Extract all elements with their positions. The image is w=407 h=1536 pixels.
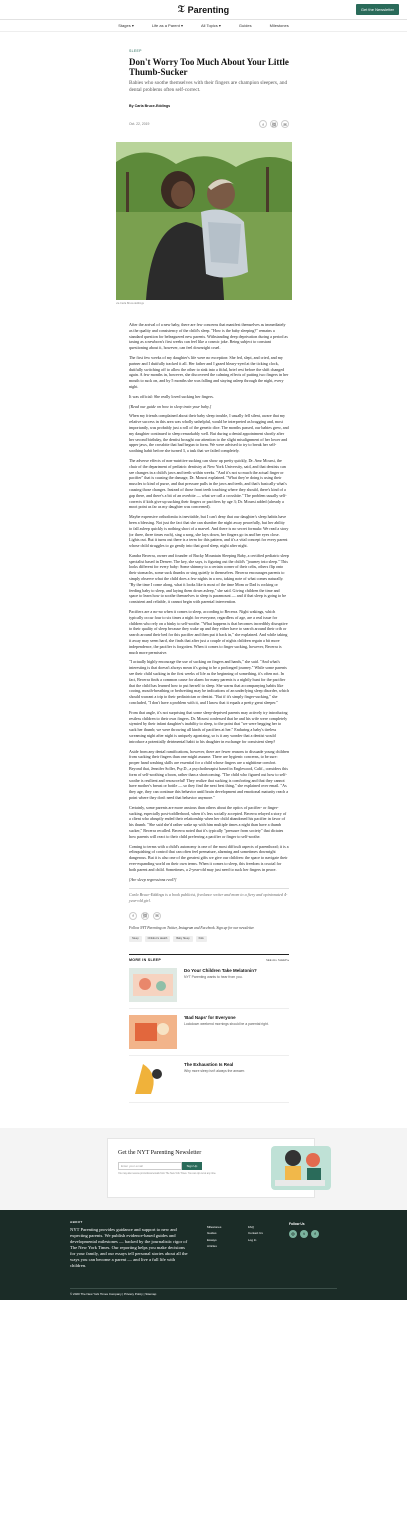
related-link-paragraph[interactable]: [Are sleep regressions real?] — [129, 876, 177, 882]
paragraph: Maybe expensive orthodontia is inevitable, but I can't deny that our daughter's sleep habits have been a blessing. Not just the fact that she can slumber the night away peacefully, but her ability to fall asleep quickly is nothing short of a marvel. And there is no secret formula: We read a story (or three, three times each), sing a song, she lays down, her fingers go in and her eyes close. Lights out. But it turns out there is a term for this pattern, and it's a vital concept for every parent whose child struggles to go gently into that good sleep, night after night. — [129, 514, 289, 549]
footer-link[interactable]: Log In — [248, 1237, 257, 1242]
newsletter-section — [0, 1128, 407, 1210]
newsletter-signup-button[interactable]: Sign Up — [182, 1162, 202, 1170]
tag[interactable]: Children's Health — [145, 936, 171, 942]
tag[interactable]: Sleep — [129, 936, 142, 942]
paragraph: When my friends complained about their baby sleep trouble, I usually fell silent, aware that my relative success in this area was wholly unhelpful, would be interpreted as bragging and, most importantly, was probably just a roll of the genetic dice. The months passed, our babies grew, and my daughter continued to sleep remarkably well. But during a dental appointment shortly after her second birthday, the dentist brought our attention to the slight misalignment of her lower and upper jaws, the crossbite that had begun to form. We were advised to try to break her self-soothing habit before she turned 3, a task that we failed completely. — [129, 413, 289, 454]
more-heading: MORE IN SLEEP — [129, 957, 162, 962]
related-thumbnail — [129, 1015, 177, 1049]
tag-list — [129, 936, 289, 942]
brand-logo[interactable] — [178, 4, 229, 15]
tag[interactable]: Kids — [196, 936, 207, 942]
related-desc: Lockdown weekend mornings should be a parental right. — [184, 1021, 269, 1026]
tag[interactable]: Baby Sleep — [173, 936, 192, 942]
section-kicker[interactable]: SLEEP — [129, 49, 142, 53]
article-body — [129, 322, 289, 1103]
nav-stages[interactable]: Stages ▾ — [118, 23, 134, 28]
related-article[interactable] — [129, 1062, 289, 1103]
email-share-icon[interactable]: ✉ — [153, 912, 161, 920]
instagram-icon[interactable]: ◎ — [289, 1230, 297, 1238]
footer-link[interactable]: Articles — [207, 1244, 217, 1249]
email-share-icon[interactable]: ✉ — [281, 120, 289, 128]
brand-name: Parenting — [187, 4, 230, 15]
paragraph: The adverse effects of non-nutritive sucking can show up pretty quickly, Dr. Amr Moursi, the chair of the department of pediatric dentistry at New York University, said, and that dentists can see changes in a child's jaws and teeth within weeks. "And it's not so much the actual finger or pacifier" that is causing the damage, Dr. Moursi explained. "What they're doing is using their muscles to kind of purse, and that pressure pulls in the jaws and teeth, and that's basically what's causing those changes. Instead of those front teeth touching where they should, there's kind of a gap there, and there's a bit of an overbite — what we call a crossbite." The problem usually self-corrects if kids give up sucking their fingers or pacifiers by age 3; Dr. Moursi added (already a moot point as far as my daughter was concerned). — [129, 457, 287, 510]
paragraph: Kandra Becerra, owner and founder of Bucky Mountain Sleeping Baby, a certified pediatric sleep specialist based in Denver. The key, she says, is figuring out the child's "journey into sleep." This looks different for every baby: Some shimmy to a certain corner of their cribs, others flip onto their stomachs, some suck thumbs or sing quietly to themselves. Becerra encourages parents to simply observe what the child does a few nights in a row, taking note of what comes naturally. "By the time I come along, what it looks like is most of the time Mom or Dad is rocking or feeding baby to sleep, and laying them down asleep," she said. Giving children the time and space to learn how to soothe themselves to sleep is paramount — and if that sleep is going to be consistent and reliable, it cannot begin with parental intervention. — [129, 552, 289, 605]
site-footer — [0, 1210, 407, 1300]
footer-links-1 — [207, 1224, 221, 1250]
nyt-logo-icon: 𝔗 — [177, 4, 185, 15]
newsletter-title: Get the NYT Parenting Newsletter — [118, 1149, 202, 1156]
newsletter-fine-print: You may also receive promotional emails from The New York Times. You can opt out at any time. — [118, 1172, 217, 1175]
facebook-icon[interactable]: f — [311, 1230, 319, 1238]
article-title: Don't Worry Too Much About Your Little Thumb-Sucker — [129, 57, 289, 77]
footer-links-2 — [248, 1224, 263, 1244]
get-newsletter-button[interactable]: Get the Newsletter — [356, 4, 399, 15]
paragraph: It was official: She really loved sucking her fingers. — [129, 393, 214, 399]
article-dek: Babies who soothe themselves with their fingers are champion sleepers, and dental problems often self-correct. — [129, 80, 288, 93]
paragraph: After the arrival of a new baby, there are few concerns that manifest themselves as immediately as the quality and consistency of the child's sleep. "How is the baby sleeping?" remains a standard question for beleaguered new parents. Withstanding deep deprivation during a period as taxing as a newborn's first weeks can feel like a cosmic joke. Being subject to constant questioning about it, however, can feel downright cruel. — [129, 322, 288, 351]
related-article[interactable] — [129, 968, 289, 1009]
social-icons — [289, 1230, 319, 1238]
paragraph: Pacifiers are a no-no when it comes to sleep, according to Becerra. Night wakings, which typically occur four to six times a night for everyone, regardless of age, are a real issue for children who rely on a binky to self-soothe. "What happens is that becomes incredibly disruptive to their quality of sleep because they wake up and they either have to search around their crib or search around their bed for this pacifier and then put it back in," she explained. And while taking it away may seem hard, she finds that after just a couple of nights children regain a bit more independence, the pacifier is forgotten. When it comes to finger sucking, however, Becerra is much more permissive. — [129, 609, 288, 655]
footer-copyright: © 2020 The New York Times Company | Privacy Policy | Sitemap — [70, 1291, 157, 1296]
byline: By Carla Bruce-Eddings — [129, 104, 171, 108]
follow-line[interactable]: Follow NYT Parenting on Twitter, Instagram and Facebook. Sign up for our newsletter. — [129, 925, 255, 930]
footer-about-heading: ABOUT — [70, 1219, 83, 1224]
related-desc: NYT Parenting wants to hear from you. — [184, 974, 243, 979]
author-bio: Carla Bruce-Eddings is a book publicist, freelance writer and mom to a fiery and opinionated 4-year-old girl. — [129, 888, 289, 904]
paragraph: "I actually highly encourage the use of sucking on fingers and hands," she said. "And what's interesting is that doesn't always mean it's going to be a prolonged journey." While some parents see their child sucking in the first weeks of life as the beginning of something, it's often not. In fact, Becerra finds a common cause for alarm for many parents is a nightly hunt for the pacifier that the child has learned how to put herself to sleep. She warns that accompanying habits like cooing, mouth-breathing or bedwetting may be indications of an underlying sleep disorder, which should warrant a trip to their pediatrician or dentist. "But if it's simply finger-sucking," she concluded, "I don't have a problem with it, and I know that it equals a pretty great sleeper." — [129, 659, 289, 706]
facebook-share-icon[interactable]: f — [259, 120, 267, 128]
more-in-section-header — [129, 954, 289, 962]
nav-guides[interactable]: Guides — [238, 23, 252, 28]
related-thumbnail — [129, 1062, 177, 1096]
main-nav — [0, 20, 407, 32]
related-title[interactable]: 'Bad Naps' for Everyone — [184, 1014, 236, 1020]
facebook-share-icon[interactable]: f — [129, 912, 137, 920]
hero-photo — [116, 142, 292, 300]
footer-link[interactable]: Guides — [207, 1231, 217, 1236]
newsletter-email-input[interactable]: Enter your email — [118, 1162, 182, 1170]
related-thumbnail — [129, 968, 177, 1002]
see-all-link[interactable]: SEE ALL SLEEP ▸ — [265, 957, 289, 962]
photo-credit: via Carla Bruce-Eddings — [116, 302, 144, 305]
related-title[interactable]: Do Your Children Take Melatonin? — [184, 967, 257, 973]
nav-all-topics[interactable]: All Topics ▾ — [200, 23, 221, 28]
paragraph: Coming to terms with a child's autonomy is one of the most difficult aspects of parenthood; it is a relinquishing of control that can often feel premature, alarming and sometimes downright dangerous. But it is also one of the greatest gifts we give our children: the space to navigate their ever-expanding world on their own terms. When it comes to sleep, this freedom is crucial for both parent and child. Sometimes, a 2-year-old may just need to suck her fingers in peace. — [129, 843, 289, 872]
related-desc: Why more sleep isn't always the answer. — [184, 1068, 245, 1073]
link-share-icon[interactable]: ⛓ — [142, 913, 148, 919]
footer-about-text: NYT Parenting provides guidance and support to new and expecting parents. We publish evidence-based guides and developmental milestones — backed by the journalistic rigor of The New York Times. Our reporting helps you make decisions for your family, and our essays tell personal stories about all the ways you can become a parent — and live a full life with children. — [70, 1226, 188, 1268]
footer-divider — [70, 1288, 337, 1289]
nav-milestones[interactable]: Milestones — [269, 23, 289, 28]
footer-follow-heading: Follow Us — [289, 1221, 305, 1226]
footer-link[interactable]: Milestones — [207, 1224, 222, 1229]
twitter-icon[interactable]: t — [300, 1230, 308, 1238]
paragraph: From that angle, it's not surprising that some sleep-deprived parents may actively try introducing restless children to their own fingers. Dr. Moursi confessed that he and his wife were completely stymied by their infant daughter's inability to sleep, to the point that "we were begging her to suck her thumb; we were throwing all kinds of pacifiers at her." Enduring a baby's tireless screaming night after night is uniquely agonizing, so is it any wonder that a dentist would introduce a potentially detrimental habit to his daughter in exchange for consistent sleep? — [129, 709, 288, 744]
nav-life-as-parent[interactable]: Life as a Parent ▾ — [151, 23, 183, 28]
related-title[interactable]: The Exhaustion Is Real — [184, 1061, 234, 1067]
footer-link[interactable]: Essays — [207, 1237, 217, 1242]
paragraph: The first few weeks of my daughter's life were no exception: She fed, slept, and cried, and my partner and I dutifully tracked it all. Her father and I gazed bleary-eyed at the ticking clock, dutifully switching off to allow the other to sink into a fitful, brief rest before the shift changed again. A few months in, however, she discovered the calming effects of putting two fingers in her mouth to suck on, and by 5 months she was falling and staying asleep through the night, every night. — [129, 354, 289, 389]
publish-date: Oct. 22, 2019 — [129, 122, 150, 126]
related-link-paragraph[interactable]: [Read our guide on how to sleep train your baby.] — [129, 403, 212, 409]
link-share-icon[interactable]: ⛓ — [271, 121, 277, 127]
paragraph: Aside from any dental ramifications, however, there are fewer reasons to dissuade young children from sucking their fingers than one might assume. There are hygienic concerns, to be sure: proper hand washing skills are essential for a child whose fingers are a nighttime comfort. Beyond that, Jennifer Soller, Psy.D., a psychotherapist based in Englewood, Calif., considers this form of self-soothing a boon, rather than a shortcoming. "The child who figured out how to self-soothe is resilient and resourceful! They realize that sucking is comforting and that they cannot have mother's breast or bottle — so they find the next best thing," she explained over email. "As they age, they can continue this behavior until brain development and emotional maturity reach a point where they don't need that behavior anymore." — [129, 748, 290, 800]
paragraph: Certainly, some parents are more anxious than others about the optics of pacifier- or finger-sucking, especially post-toddlerhood, when it's less socially accepted. Becerra relayed a story of a client who abruptly ended their relationship when her child abandoned his pacifier in favor of his thumb. "She said she'd rather wake up with him multiple times a night than have a thumb sucker," Becerra recalled. Becerra noted that it's typically "pressure from society" that dictates how parents will react to their child preferring a pacifier or finger to self-soothe. — [129, 804, 287, 839]
top-bar — [0, 0, 407, 20]
newsletter-illustration — [263, 1136, 343, 1198]
footer-link[interactable]: Contact Us — [248, 1231, 263, 1236]
related-article[interactable] — [129, 1015, 289, 1056]
footer-link[interactable]: FAQ — [248, 1224, 255, 1229]
